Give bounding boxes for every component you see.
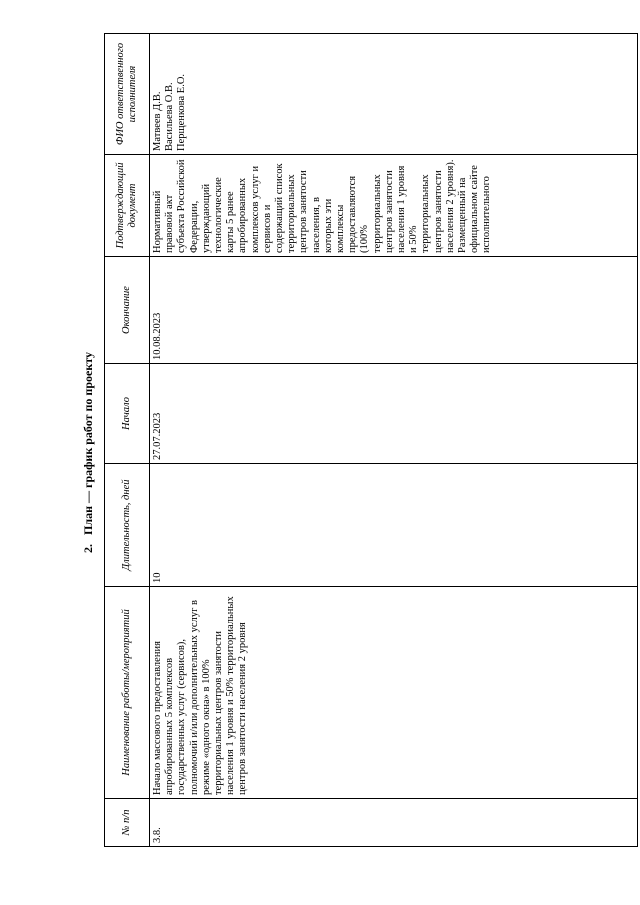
- cell-start: 27.07.2023: [150, 364, 638, 464]
- header-name: Наименование работы/мероприятий: [105, 587, 150, 799]
- header-start: Начало: [105, 364, 150, 464]
- section-title: [81, 0, 95, 905]
- schedule-table: [104, 33, 638, 847]
- header-responsible: ФИО ответственного исполнителя: [105, 34, 150, 155]
- cell-duration: 10: [150, 464, 638, 587]
- cell-name: Начало массового предоставления апробированных 5 комплексов государственных услуг (сервисов), полномочий и/или дополнительных услуг в режиме «одного окна» в 100% территориальных центров занятости населения 1 уровня и 50% территориальных центров занятости населения 2 уровня: [150, 587, 638, 799]
- cell-number: 3.8.: [150, 799, 638, 847]
- cell-end: 10.08.2023: [150, 257, 638, 364]
- table-row: [150, 34, 638, 847]
- header-number: № п/п: [105, 799, 150, 847]
- header-duration: Длительность, дней: [105, 464, 150, 587]
- section-title-text: План — график работ по проекту: [81, 352, 95, 535]
- cell-document: Нормативный правовой акт субъекта Российской Федерации, утверждающий технологические карты 5 ранее апробированных комплексов услуг и сервисов и содержащий список территориальных центров занятости населения, в которых эти комплексы предоставляются (100% территориальных центров занятости населения 1 уровня и 50% территориальных центров занятости населения 2 уровня). Размещенный на официальном сайте исполнительного: [150, 155, 638, 257]
- section-number: 2.: [81, 543, 95, 553]
- table-header-row: [105, 34, 150, 847]
- header-document: Подтверждающий документ: [105, 155, 150, 257]
- cell-responsible: Матвеев Д.В. Васильева О.В. Перщенкова Е.О.: [150, 34, 638, 155]
- header-end: Окончание: [105, 257, 150, 364]
